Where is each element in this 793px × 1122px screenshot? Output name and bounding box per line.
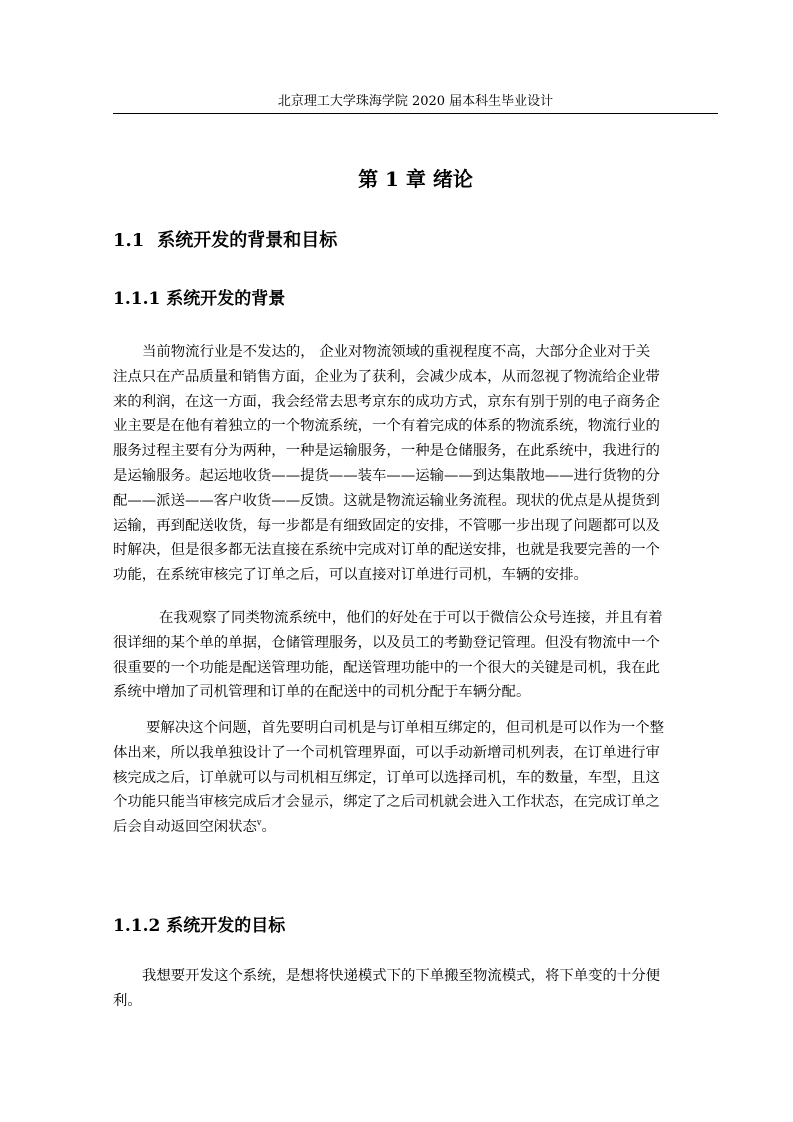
paragraph-text: 。	[261, 819, 276, 836]
paragraph-line: 很重要的一个功能是配送管理功能，配送管理功能中的一个很大的关键是司机，我在此	[113, 659, 660, 676]
paragraph-line: 时解决，但是很多都无法直接在系统中完成对订单的配送安排，也就是我要完善的一个	[113, 542, 660, 559]
paragraph-line: 当前物流行业是不发达的， 企业对物流领域的重视程度不高，大部分企业对于关	[142, 344, 651, 360]
paragraph-goal	[113, 964, 718, 1014]
paragraph-line: 是运输服务。起运地收货——提货——装车——运输——到达集散地——进行货物的分	[113, 467, 660, 484]
section-heading	[113, 229, 718, 253]
paragraph-line: 我想要开发这个系统，是想将快递模式下的下单搬至物流模式，将下单变的十分便	[142, 968, 661, 984]
paragraph-line: 功能，在系统审核完了订单之后，可以直接对订单进行司机，车辆的安排。	[113, 567, 588, 584]
subsection-number: 1.1.1	[113, 289, 161, 309]
paragraph-line: 注点只在产品质量和销售方面，企业为了获利，会减少成本，从而忽视了物流给企业带	[113, 368, 660, 385]
chapter-title: 第 1 章 绪论	[358, 167, 473, 191]
paragraph-line: 在我观察了同类物流系统中，他们的好处在于可以于微信公众号连接，并且有着	[159, 610, 663, 626]
paragraph-line-last	[113, 815, 718, 840]
subsection-title: 系统开发的目标	[166, 916, 286, 936]
paragraph-solution	[113, 716, 718, 840]
section-number: 1.1	[113, 230, 145, 251]
paragraph-line: 业主要是在他有着独立的一个物流系统，一个有着完成的体系的物流系统，物流行业的	[113, 418, 660, 435]
paragraph-line: 个功能只能当审核完成后才会显示，绑定了之后司机就会进入工作状态，在完成订单之	[113, 794, 660, 811]
paragraph-background	[113, 340, 718, 588]
footnote-marker: v	[256, 818, 262, 828]
paragraph-line: 体出来，所以我单独设计了一个司机管理界面，可以手动新增司机列表，在订单进行审	[113, 744, 660, 761]
paragraph-implementation	[113, 606, 718, 705]
subsection-heading-background	[113, 288, 718, 310]
paragraph-line: 很详细的某个单的单据，仓储管理服务，以及员工的考勤登记管理。但没有物流中一个	[113, 634, 660, 651]
paragraph-line: 服务过程主要有分为两种，一种是运输服务，一种是仓储服务，在此系统中，我进行的	[113, 443, 660, 460]
section-title: 系统开发的背景和目标	[157, 230, 338, 251]
running-header: 北京理工大学珠海学院 2020 届本科生毕业设计	[277, 94, 554, 109]
paragraph-line: 利。	[113, 992, 142, 1009]
subsection-number: 1.1.2	[113, 916, 161, 936]
subsection-heading-goal	[113, 915, 718, 937]
paragraph-line: 来的利润，在这一方面，我会经常去思考京东的成功方式，京东有别于别的电子商务企	[113, 393, 660, 410]
paragraph-line: 系统中增加了司机管理和订单的在配送中的司机分配于车辆分配。	[113, 684, 531, 701]
header-divider	[113, 113, 718, 114]
paragraph-line: 运输，再到配送收货，每一步都是有细致固定的安排，不管哪一步出现了问题都可以及	[113, 517, 660, 534]
paragraph-line: 要解决这个问题，首先要明白司机是与订单相互绑定的，但司机是可以作为一个整	[146, 720, 665, 736]
subsection-title: 系统开发的背景	[166, 289, 286, 309]
paragraph-line: 配——派送——客户收货——反馈。这就是物流运输业务流程。现状的优点是从提货到	[113, 492, 660, 509]
paragraph-text: 后会自动返回空闲状态	[113, 819, 257, 836]
paragraph-line: 核完成之后，订单就可以与司机相互绑定，订单可以选择司机，车的数量，车型，且这	[113, 769, 660, 786]
